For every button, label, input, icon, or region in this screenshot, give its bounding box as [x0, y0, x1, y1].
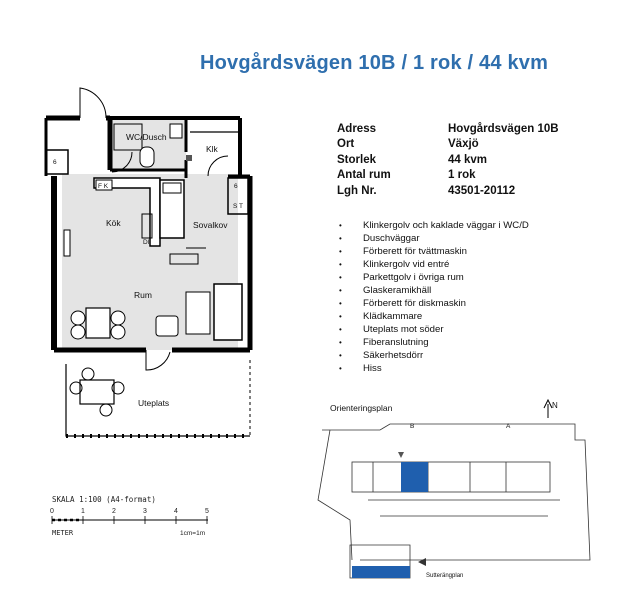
- fact-label: Antal rum: [337, 169, 391, 182]
- feature-text: Fiberanslutning: [363, 337, 429, 348]
- sink: [170, 124, 182, 138]
- closet-left: [46, 150, 68, 174]
- bullet-icon: •: [339, 221, 342, 230]
- mark-fk: F K: [98, 183, 109, 190]
- feature-text: Förberett för tvättmaskin: [363, 246, 467, 257]
- fact-label: Storlek: [337, 153, 376, 166]
- bullet-icon: •: [339, 286, 342, 295]
- north-arrow: [544, 400, 558, 418]
- scale-tick-label: 4: [174, 508, 178, 515]
- armchair: [156, 316, 178, 336]
- toilet: [140, 147, 154, 167]
- feature-text: Klinkergolv och kaklade väggar i WC/D: [363, 220, 529, 231]
- bullet-icon: •: [339, 325, 342, 334]
- room-label-kok: Kök: [106, 218, 121, 228]
- bullet-icon: •: [339, 299, 342, 308]
- room-label-klk: Klk: [206, 144, 218, 154]
- scale-unit-left: METER: [52, 529, 74, 537]
- north-label: N: [552, 401, 558, 410]
- scale-tick-label: 1: [81, 508, 85, 515]
- fact-value: 1 rok: [448, 169, 476, 182]
- scale-tick-label: 2: [112, 508, 116, 515]
- orientation-label: Orienteringsplan: [330, 403, 393, 413]
- feature-text: Parkettgolv i övriga rum: [363, 272, 464, 283]
- scale-label: SKALA 1:100 (A4-format): [52, 495, 156, 504]
- scale-bar: [50, 495, 209, 537]
- mark-6-right: 6: [234, 183, 238, 190]
- bullet-icon: •: [339, 351, 342, 360]
- fact-value: 43501-20112: [448, 184, 516, 197]
- page-title: Hovgårdsvägen 10B / 1 rok / 44 kvm: [200, 52, 549, 74]
- site-left-edge: [318, 430, 352, 560]
- lower-marker: [418, 558, 426, 566]
- room-label-sovalkov: Sovalkov: [193, 220, 228, 230]
- feature-text: Klädkammare: [363, 311, 423, 322]
- fact-value: Hovgårdsvägen 10B: [448, 122, 559, 135]
- sofa: [214, 284, 242, 340]
- bullet-icon: •: [339, 247, 342, 256]
- bullet-icon: •: [339, 234, 342, 243]
- bullet-icon: •: [339, 273, 342, 282]
- scale-unit-right: 1cm=1m: [180, 530, 206, 537]
- room-label-wc: WC/Dusch: [126, 132, 167, 142]
- feature-text: Uteplats mot söder: [363, 324, 444, 335]
- dining-table: [86, 308, 110, 338]
- lower-highlight: [352, 566, 410, 578]
- feature-text: Duschväggar: [363, 233, 420, 244]
- mark-di: DI: [143, 239, 150, 246]
- chair: [111, 325, 125, 339]
- terrace-table: [80, 380, 114, 404]
- klk-door-swing: [208, 156, 228, 176]
- room-label-rum: Rum: [134, 290, 152, 300]
- orientation-plan: [300, 397, 610, 587]
- building-dividers: [373, 462, 506, 492]
- feature-text: Glaskeramikhäll: [363, 285, 432, 296]
- floor-drain: [186, 155, 192, 161]
- coffee-table: [186, 292, 210, 334]
- apartment-highlight: [401, 462, 428, 492]
- entrance-marker: [398, 452, 404, 458]
- fact-value: 44 kvm: [448, 153, 488, 166]
- bullet-icon: •: [339, 260, 342, 269]
- terrace-chair: [82, 368, 94, 380]
- bullet-icon: •: [339, 312, 342, 321]
- fact-value: Växjö: [448, 138, 479, 151]
- entry-door-swing: [80, 88, 106, 118]
- building-block: [352, 462, 550, 492]
- feature-text: Hiss: [363, 363, 382, 374]
- mark-a: A: [506, 423, 511, 430]
- lower-plan-label: Sutterängplan: [426, 573, 464, 579]
- fact-label: Lgh Nr.: [337, 184, 377, 197]
- terrace-chair: [100, 404, 112, 416]
- scale-tick-label: 5: [205, 508, 209, 515]
- mark-st: S T: [233, 203, 243, 210]
- scale-tick-label: 0: [50, 508, 54, 515]
- fact-label: Ort: [337, 138, 355, 151]
- balcony-door-swing: [146, 350, 170, 370]
- bullet-icon: •: [339, 338, 342, 347]
- feature-text: Förberett för diskmaskin: [363, 298, 466, 309]
- fact-label: Adress: [337, 122, 376, 135]
- mark-6-left: 6: [53, 159, 57, 166]
- bullet-icon: •: [339, 364, 342, 373]
- mark-b: B: [410, 423, 415, 430]
- chair: [111, 311, 125, 325]
- scale-tick-label: 3: [143, 508, 147, 515]
- chair: [71, 311, 85, 325]
- bed: [160, 180, 184, 238]
- radiator: [64, 230, 70, 256]
- feature-text: Klinkergolv vid entré: [363, 259, 450, 270]
- chair: [71, 325, 85, 339]
- room-label-uteplats: Uteplats: [138, 398, 170, 408]
- feature-text: Säkerhetsdörr: [363, 350, 424, 361]
